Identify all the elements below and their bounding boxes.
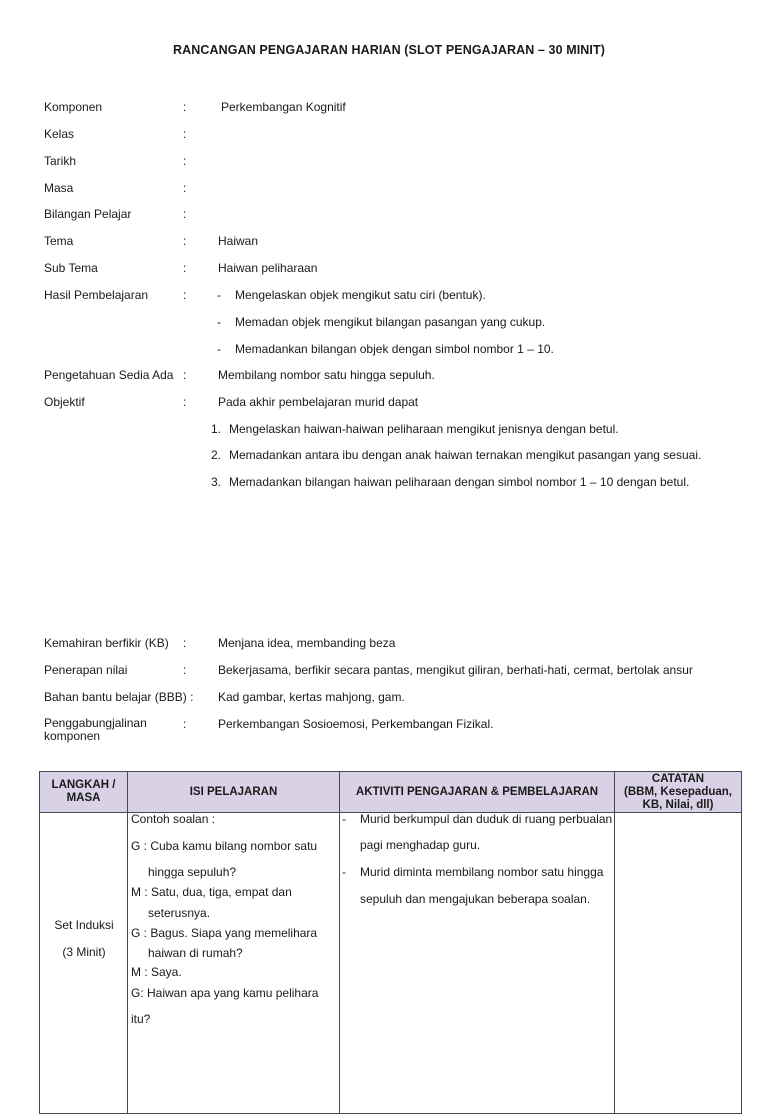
field-colon: : bbox=[183, 368, 187, 382]
content-line: G : Bagus. Siapa yang memelihara bbox=[131, 926, 318, 940]
step-name: Set Induksi bbox=[54, 918, 114, 932]
bullet-dash: - bbox=[217, 288, 221, 302]
field-objektif bbox=[44, 395, 744, 411]
step-duration: (3 Minit) bbox=[62, 945, 106, 959]
field-label: Sub Tema bbox=[44, 261, 98, 275]
field-label: Kemahiran berfikir (KB) bbox=[44, 636, 169, 650]
table-header-row bbox=[40, 772, 742, 813]
cell-catatan bbox=[615, 813, 742, 1114]
header-aktiviti: AKTIVITI PENGAJARAN & PEMBELAJARAN bbox=[340, 772, 615, 813]
objective-number: 1. bbox=[211, 422, 222, 436]
bullet-dash: - bbox=[342, 865, 346, 879]
lesson-plan-table bbox=[39, 771, 742, 1114]
field-value: Haiwan bbox=[218, 234, 259, 248]
field-colon: : bbox=[183, 717, 187, 731]
cell-aktiviti bbox=[340, 813, 615, 1114]
cell-langkah bbox=[40, 813, 128, 1114]
header-line: MASA bbox=[66, 792, 101, 804]
field-colon: : bbox=[183, 288, 187, 302]
header-line: (BBM, Kesepaduan, bbox=[624, 785, 732, 798]
field-label: Tarikh bbox=[44, 154, 77, 168]
cell-isi-pelajaran bbox=[128, 813, 340, 1114]
bullet-dash: - bbox=[217, 315, 221, 329]
content-line: G : Cuba kamu bilang nombor satu bbox=[131, 839, 318, 853]
field-label-line: Penggabungjalinan bbox=[44, 716, 147, 730]
field-sub-tema bbox=[44, 261, 744, 277]
field-colon: : bbox=[183, 663, 187, 677]
page-title: RANCANGAN PENGAJARAN HARIAN (SLOT PENGAJARAN – 30 MINIT) bbox=[172, 43, 605, 57]
objective-number: 2. bbox=[211, 448, 222, 462]
field-tema bbox=[44, 234, 744, 250]
activity-text: Murid diminta membilang nombor satu hingga bbox=[360, 865, 604, 879]
field-label: Bahan bantu belajar (BBB) : bbox=[44, 690, 194, 704]
activity-text: pagi menghadap guru. bbox=[360, 838, 481, 852]
content-line: itu? bbox=[131, 1012, 151, 1026]
header-line: LANGKAH / bbox=[51, 779, 116, 791]
field-label: Komponen bbox=[44, 100, 103, 114]
field-colon: : bbox=[183, 207, 187, 221]
list-item-text: Memadan objek mengikut bilangan pasangan yang cukup. bbox=[235, 315, 546, 329]
field-colon: : bbox=[183, 127, 187, 141]
field-label: Masa bbox=[44, 181, 74, 195]
bullet-dash: - bbox=[342, 812, 346, 826]
field-penerapan-nilai bbox=[44, 663, 744, 679]
bullet-dash: - bbox=[217, 342, 221, 356]
content-line: seterusnya. bbox=[148, 906, 211, 920]
field-colon: : bbox=[183, 100, 187, 114]
content-line: haiwan di rumah? bbox=[148, 946, 243, 960]
activity-text: sepuluh dan mengajukan beberapa soalan. bbox=[360, 892, 591, 906]
field-label bbox=[44, 717, 147, 743]
field-value: Kad gambar, kertas mahjong, gam. bbox=[218, 690, 405, 704]
field-label-line: komponen bbox=[44, 729, 101, 743]
field-label: Tema bbox=[44, 234, 74, 248]
field-value: Bekerjasama, berfikir secara pantas, mengikut giliran, berhati-hati, cermat, bertolak ansur bbox=[218, 663, 693, 677]
content-line: M : Saya. bbox=[131, 965, 182, 979]
content-line: hingga sepuluh? bbox=[148, 865, 237, 879]
field-label: Pengetahuan Sedia Ada bbox=[44, 368, 174, 382]
field-bilangan-pelajar bbox=[44, 207, 744, 223]
content-line: G: Haiwan apa yang kamu pelihara bbox=[131, 986, 319, 1000]
field-colon: : bbox=[183, 395, 187, 409]
header-catatan bbox=[615, 772, 742, 813]
field-value: Pada akhir pembelajaran murid dapat bbox=[218, 395, 419, 409]
objective-item bbox=[211, 475, 689, 489]
content-line: M : Satu, dua, tiga, empat dan bbox=[131, 885, 292, 899]
field-colon: : bbox=[183, 636, 187, 650]
content-line: Contoh soalan : bbox=[131, 812, 216, 826]
field-label: Kelas bbox=[44, 127, 75, 141]
field-value: Menjana idea, membanding beza bbox=[218, 636, 396, 650]
field-pengetahuan-sedia-ada bbox=[44, 368, 744, 384]
field-value: Haiwan peliharaan bbox=[218, 261, 318, 275]
field-kemahiran-berfikir bbox=[44, 636, 744, 652]
objective-number: 3. bbox=[211, 475, 222, 489]
field-label: Penerapan nilai bbox=[44, 663, 128, 677]
header-line: CATATAN bbox=[651, 772, 705, 785]
objective-item bbox=[211, 448, 701, 462]
field-tarikh bbox=[44, 154, 744, 170]
table-row bbox=[40, 813, 742, 1114]
activity-text: Murid berkumpul dan duduk di ruang perbualan bbox=[360, 812, 613, 826]
field-colon: : bbox=[183, 261, 187, 275]
list-item-text: Memadankan bilangan objek dengan simbol nombor 1 – 10. bbox=[235, 342, 554, 356]
field-value: Perkembangan Kognitif bbox=[221, 100, 346, 114]
field-colon: : bbox=[183, 154, 187, 168]
field-label: Bilangan Pelajar bbox=[44, 207, 132, 221]
header-isi-pelajaran: ISI PELAJARAN bbox=[128, 772, 340, 813]
field-label: Objektif bbox=[44, 395, 85, 409]
objective-text: Mengelaskan haiwan-haiwan peliharaan mengikut jenisnya dengan betul. bbox=[229, 422, 619, 436]
field-penggabungjalinan bbox=[44, 717, 744, 747]
field-label: Hasil Pembelajaran bbox=[44, 288, 149, 302]
objective-item bbox=[211, 422, 619, 436]
header-line: KB, Nilai, dll) bbox=[642, 798, 714, 811]
field-masa bbox=[44, 181, 744, 197]
header-langkah-masa bbox=[40, 772, 128, 813]
field-komponen bbox=[44, 100, 744, 116]
objective-text: Memadankan antara ibu dengan anak haiwan ternakan mengikut pasangan yang sesuai. bbox=[229, 448, 702, 462]
field-bahan-bantu-belajar bbox=[44, 690, 744, 706]
objective-text: Memadankan bilangan haiwan peliharaan dengan simbol nombor 1 – 10 dengan betul. bbox=[229, 475, 690, 489]
field-value: Membilang nombor satu hingga sepuluh. bbox=[218, 368, 435, 382]
list-item-text: Mengelaskan objek mengikut satu ciri (bentuk). bbox=[235, 288, 486, 302]
field-value: Perkembangan Sosioemosi, Perkembangan Fizikal. bbox=[218, 717, 494, 731]
field-colon: : bbox=[183, 234, 187, 248]
field-kelas bbox=[44, 127, 744, 143]
field-colon: : bbox=[183, 181, 187, 195]
